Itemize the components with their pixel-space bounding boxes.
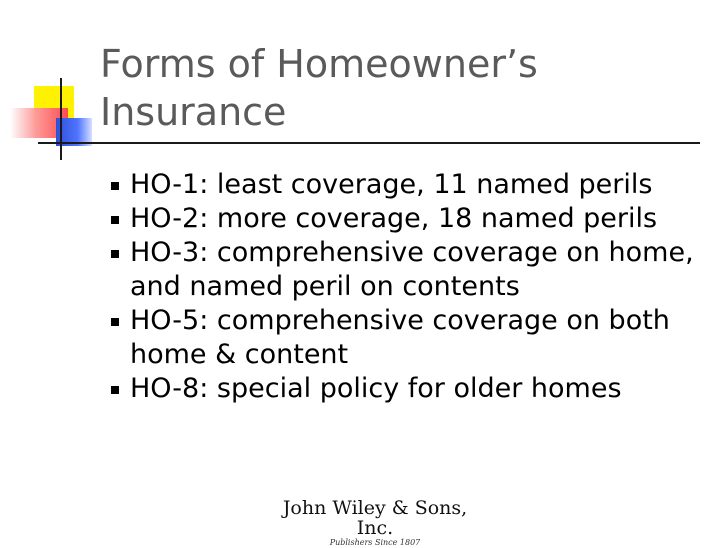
- slide-title: Forms of Homeowner’s Insurance: [100, 42, 538, 134]
- publisher-tagline: Publishers Since 1807: [329, 538, 421, 547]
- square-bullet-icon: [111, 386, 119, 394]
- square-bullet-icon: [111, 216, 119, 224]
- bullet-text: HO-5: comprehensive coverage on both home & content: [130, 305, 670, 370]
- bullet-item: [110, 168, 710, 202]
- publisher-name: John Wiley & Sons, Inc.: [282, 497, 468, 539]
- decorative-vertical-line: [60, 78, 62, 160]
- square-bullet-icon: [111, 182, 119, 190]
- bullet-item: [110, 304, 710, 372]
- title-underline: [38, 142, 700, 144]
- bullet-text: HO-1: least coverage, 11 named perils: [130, 169, 653, 200]
- bullet-item: [110, 372, 710, 406]
- bullet-text: HO-3: comprehensive coverage on home, and named peril on contents: [130, 237, 694, 302]
- bullet-list: [110, 168, 710, 406]
- bullet-text: HO-2: more coverage, 18 named perils: [130, 203, 658, 234]
- bullet-item: [110, 202, 710, 236]
- square-bullet-icon: [111, 318, 119, 326]
- bullet-item: [110, 236, 710, 304]
- square-bullet-icon: [111, 250, 119, 258]
- publisher-logo: [280, 498, 470, 548]
- bullet-text: HO-8: special policy for older homes: [130, 373, 622, 404]
